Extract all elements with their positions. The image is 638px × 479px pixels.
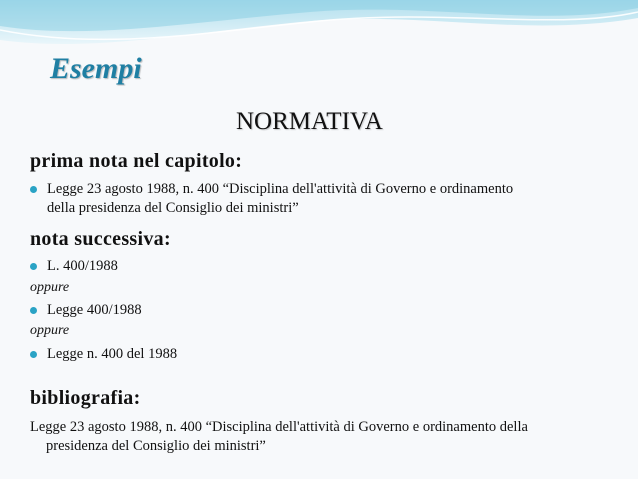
bullet-icon	[30, 307, 37, 314]
next-note-item-1: L. 400/1988	[30, 257, 620, 276]
header-wave-decoration	[0, 0, 638, 60]
first-note-heading: prima nota nel capitolo:	[30, 150, 243, 172]
bibliography-line1: Legge 23 agosto 1988, n. 400 “Disciplina dell'attività di Governo e ordinamento della	[30, 419, 528, 435]
first-note-line1: Legge 23 agosto 1988, n. 400 “Disciplina dell'attività di Governo e ordinamento	[47, 181, 514, 197]
bibliography-heading: bibliografia:	[30, 387, 141, 409]
first-note-line2: della presidenza del Consiglio dei ministri”	[47, 200, 299, 216]
bibliography-entry	[30, 418, 620, 456]
slide-subtitle: NORMATIVA	[236, 108, 383, 135]
next-note-item-3: Legge n. 400 del 1988	[30, 345, 620, 364]
next-note-item-2: Legge 400/1988	[30, 301, 620, 320]
next-note-heading: nota successiva:	[30, 228, 171, 250]
first-note-item	[30, 180, 620, 218]
bullet-icon	[30, 186, 37, 193]
bibliography-line2: presidenza del Consiglio dei ministri”	[46, 438, 266, 454]
or-label-1: oppure	[30, 280, 70, 295]
or-label-2: oppure	[30, 323, 70, 338]
slide-title: Esempi	[50, 52, 142, 85]
bullet-icon	[30, 351, 37, 358]
bullet-icon	[30, 263, 37, 270]
